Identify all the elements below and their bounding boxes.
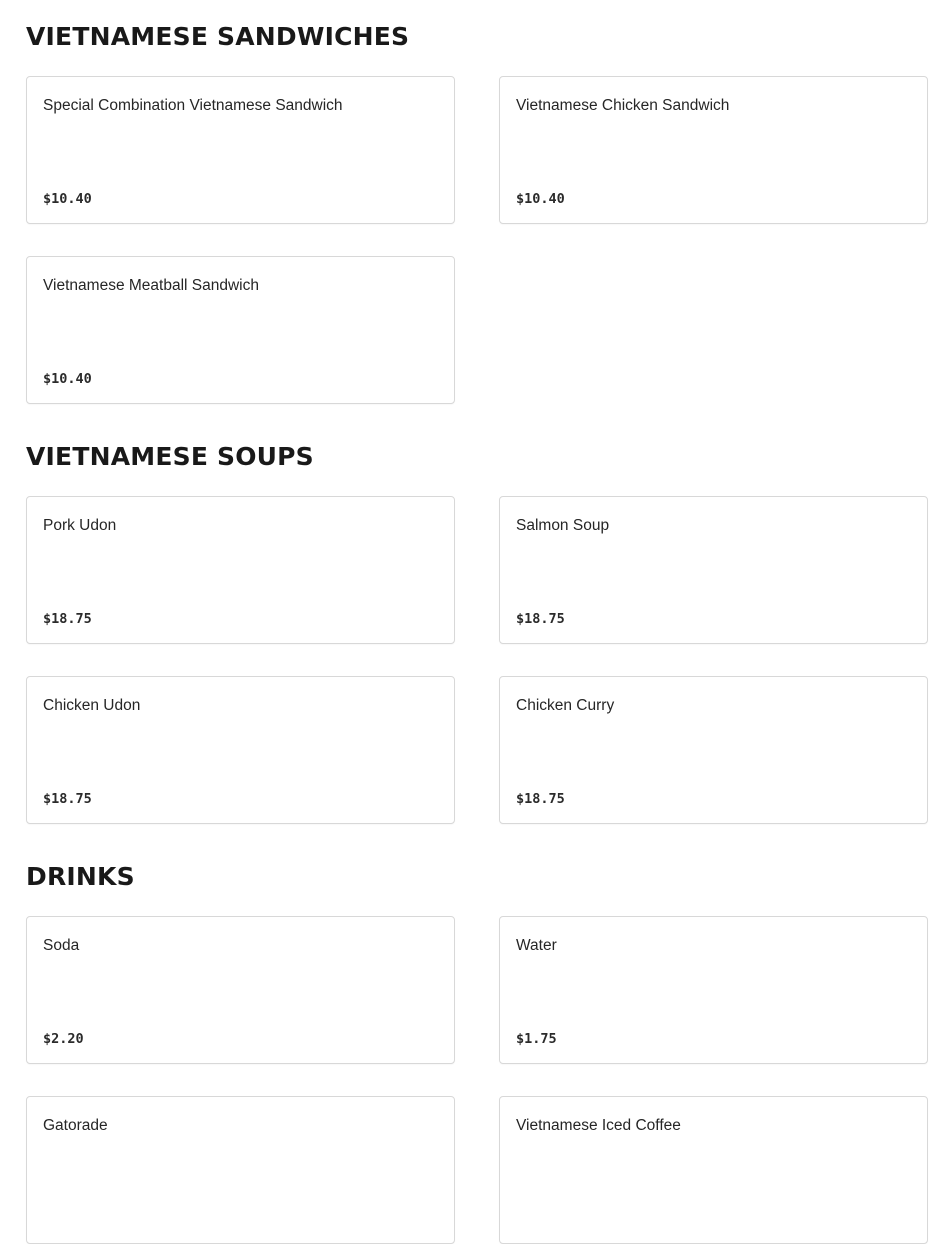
menu-item-card[interactable] [499, 676, 928, 824]
menu-item-name: Special Combination Vietnamese Sandwich [43, 97, 343, 114]
menu-item-card[interactable] [26, 1096, 455, 1244]
section-title: VIETNAMESE SANDWICHES [26, 22, 410, 51]
menu-item-name: Pork Udon [43, 517, 117, 534]
menu-item-name: Gatorade [43, 1117, 108, 1134]
menu-item-card[interactable] [499, 916, 928, 1064]
menu-item-price: $10.40 [516, 191, 565, 207]
menu-item-price: $10.40 [43, 191, 92, 207]
section-vietnamese-soups [26, 444, 928, 824]
menu-item-price: $1.75 [516, 1031, 557, 1047]
menu-item-card[interactable] [499, 76, 928, 224]
section-title: VIETNAMESE SOUPS [26, 442, 314, 471]
menu-item-price: $18.75 [516, 611, 565, 627]
menu-item-card[interactable] [499, 1096, 928, 1244]
menu-item-card[interactable] [26, 76, 455, 224]
menu-item-name: Soda [43, 937, 80, 954]
menu-item-price: $2.20 [43, 1031, 84, 1047]
menu-item-card[interactable] [26, 256, 455, 404]
section-drinks [26, 864, 928, 1244]
section-title: DRINKS [26, 862, 135, 891]
menu-item-name: Vietnamese Iced Coffee [516, 1117, 681, 1134]
menu-items-grid [26, 916, 928, 1244]
menu-item-card[interactable] [499, 496, 928, 644]
menu-item-price: $18.75 [43, 791, 92, 807]
menu-item-card[interactable] [26, 496, 455, 644]
menu-item-price: $18.75 [516, 791, 565, 807]
menu-item-name: Chicken Curry [516, 697, 615, 714]
menu-item-name: Salmon Soup [516, 517, 610, 534]
menu-item-name: Vietnamese Chicken Sandwich [516, 97, 730, 114]
menu-item-card[interactable] [26, 676, 455, 824]
menu-items-grid [26, 76, 928, 404]
menu-item-name: Vietnamese Meatball Sandwich [43, 277, 259, 294]
menu-item-card[interactable] [26, 916, 455, 1064]
menu-items-grid [26, 496, 928, 824]
menu-item-price: $18.75 [43, 611, 92, 627]
menu-item-name: Chicken Udon [43, 697, 141, 714]
section-vietnamese-sandwiches [26, 24, 928, 404]
menu-item-price: $10.40 [43, 371, 92, 387]
menu-item-name: Water [516, 937, 557, 954]
